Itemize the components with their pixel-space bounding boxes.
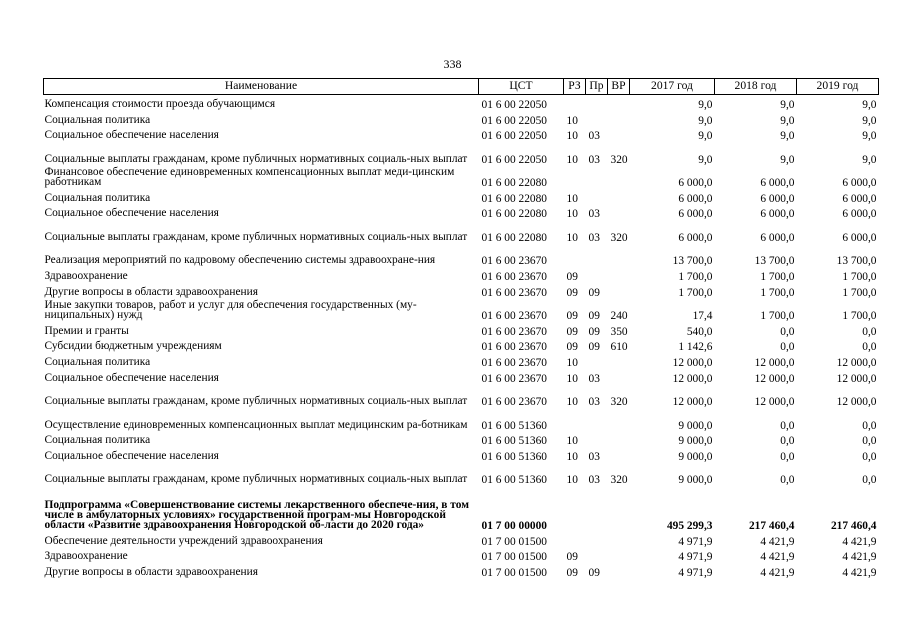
- cell-cst: 01 6 00 22050: [481, 130, 547, 142]
- cell-cst: 01 7 00 00000: [481, 520, 547, 532]
- cell-y2018: 9,0: [780, 130, 795, 142]
- cell-name: Социальная политика: [44, 191, 151, 204]
- table-row: [44, 204, 879, 220]
- cell-y2019: 0,0: [862, 435, 877, 447]
- cell-y2019: 4 421,9: [842, 567, 877, 579]
- cell-cst: 01 6 00 23670: [481, 396, 547, 408]
- cell-pr: [586, 353, 608, 369]
- cell-name: Премии и гранты: [44, 324, 129, 337]
- cell-vr: [608, 283, 630, 299]
- cell-y2019: 0,0: [862, 419, 877, 432]
- cell-y2017: 12 000,0: [672, 396, 713, 408]
- cell-y2019: 6 000,0: [842, 177, 877, 189]
- cell-rz: 10: [566, 153, 578, 166]
- cell-rz: 09: [566, 341, 578, 353]
- cell-cst: 01 6 00 23670: [481, 286, 547, 299]
- cell-y2019: 0,0: [862, 325, 877, 338]
- cell-vr: [608, 447, 630, 463]
- header-cst: ЦСТ: [479, 79, 564, 95]
- cell-name: Социальная политика: [44, 434, 151, 447]
- cell-vr: 320: [610, 396, 628, 408]
- cell-rz: 10: [566, 474, 578, 486]
- cell-pr: 03: [588, 474, 600, 486]
- cell-pr: [586, 189, 608, 205]
- cell-y2017: 495 299,3: [666, 520, 713, 532]
- cell-y2017: 9 000,0: [678, 435, 713, 447]
- cell-y2017: 6 000,0: [678, 192, 713, 205]
- cell-y2018: 217 460,4: [748, 520, 795, 532]
- header-2018: 2018 год: [715, 79, 797, 95]
- cell-y2018: 12 000,0: [754, 396, 795, 408]
- cell-y2017: 540,0: [686, 325, 713, 338]
- cell-y2019: 1 700,0: [842, 286, 877, 299]
- table-row: [44, 384, 879, 408]
- cell-y2017: 17,4: [692, 310, 713, 322]
- cell-cst: 01 6 00 23670: [481, 255, 547, 267]
- cell-y2017: 9,0: [698, 114, 713, 127]
- cell-y2019: 9,0: [862, 153, 877, 166]
- table-row: [44, 283, 879, 299]
- cell-vr: 320: [610, 153, 628, 166]
- cell-vr: [608, 486, 630, 532]
- cell-y2019: 6 000,0: [842, 208, 877, 220]
- cell-y2018: 0,0: [780, 341, 795, 353]
- cell-y2019: 4 421,9: [842, 551, 877, 563]
- cell-vr: 320: [610, 474, 628, 486]
- cell-y2018: 9,0: [780, 99, 795, 111]
- table-row: [44, 165, 879, 189]
- cell-rz: 10: [566, 114, 578, 127]
- page-number: 338: [443, 57, 462, 71]
- cell-y2019: 9,0: [862, 114, 877, 127]
- cell-y2018: 9,0: [780, 114, 795, 127]
- cell-y2017: 4 971,9: [678, 535, 713, 548]
- cell-rz: 09: [566, 310, 578, 322]
- cell-name: Финансовое обеспечение единовременных компенсационных выплат меди-цинским работникам: [44, 165, 455, 189]
- header-vr: ВР: [608, 79, 630, 95]
- cell-y2018: 4 421,9: [760, 551, 795, 563]
- cell-y2019: 9,0: [862, 130, 877, 142]
- cell-pr: 03: [588, 208, 600, 220]
- table-row: [44, 337, 879, 353]
- table-row: [44, 447, 879, 463]
- cell-y2018: 4 421,9: [760, 535, 795, 548]
- cell-cst: 01 6 00 22080: [481, 208, 547, 220]
- table-row: [44, 368, 879, 384]
- cell-y2019: 12 000,0: [836, 356, 877, 369]
- cell-y2018: 0,0: [780, 435, 795, 447]
- table-row: [44, 111, 879, 127]
- table-row: [44, 243, 879, 267]
- table-row: [44, 220, 879, 244]
- cell-name: Здравоохранение: [44, 550, 128, 563]
- cell-name: Социальное обеспечение населения: [44, 207, 219, 220]
- cell-cst: 01 6 00 22050: [481, 153, 547, 166]
- cell-pr: 03: [588, 396, 600, 408]
- cell-vr: [608, 353, 630, 369]
- header-2019: 2019 год: [797, 79, 879, 95]
- cell-y2019: 9,0: [862, 99, 877, 111]
- table-row: [44, 486, 879, 532]
- cell-y2018: 13 700,0: [754, 255, 795, 267]
- cell-pr: 09: [588, 341, 600, 353]
- cell-y2019: 0,0: [862, 341, 877, 353]
- table-row: [44, 267, 879, 283]
- cell-y2018: 6 000,0: [760, 177, 795, 189]
- cell-rz: 10: [566, 231, 578, 244]
- cell-name: Подпрограмма «Совершенствование системы лекарственного обеспече-ния, в том числе в амбулаторных условиях» государственной програм-мы Новгородской области «Развитие здравоохранения Новгородской об-ласти до 2020 года»: [44, 498, 469, 532]
- cell-pr: [586, 111, 608, 127]
- cell-cst: 01 7 00 01500: [481, 567, 547, 579]
- cell-y2018: 6 000,0: [760, 208, 795, 220]
- cell-y2017: 9,0: [698, 153, 713, 166]
- cell-name: Субсидии бюджетным учреждениям: [44, 340, 222, 353]
- cell-rz: [564, 408, 586, 432]
- cell-rz: [564, 532, 586, 548]
- cell-pr: [586, 95, 608, 111]
- cell-y2017: 1 142,6: [678, 341, 713, 353]
- cell-y2017: 6 000,0: [678, 177, 713, 189]
- cell-y2018: 1 700,0: [760, 271, 795, 283]
- cell-y2018: 12 000,0: [754, 356, 795, 369]
- cell-pr: [586, 408, 608, 432]
- header-rz: РЗ: [564, 79, 586, 95]
- cell-rz: 10: [566, 396, 578, 408]
- cell-y2018: 1 700,0: [760, 310, 795, 322]
- cell-vr: [608, 368, 630, 384]
- cell-vr: 240: [610, 310, 628, 322]
- cell-vr: [608, 431, 630, 447]
- cell-y2017: 9,0: [698, 130, 713, 142]
- cell-y2018: 1 700,0: [760, 286, 795, 299]
- cell-y2018: 6 000,0: [760, 192, 795, 205]
- cell-y2018: 12 000,0: [754, 372, 795, 385]
- cell-cst: 01 6 00 23670: [481, 372, 547, 385]
- table-row: [44, 547, 879, 563]
- cell-y2019: 6 000,0: [842, 192, 877, 205]
- table-row: [44, 431, 879, 447]
- cell-pr: 03: [588, 231, 600, 244]
- cell-y2018: 0,0: [780, 419, 795, 432]
- cell-name: Социальное обеспечение населения: [44, 129, 219, 142]
- budget-table: [43, 78, 879, 579]
- table-row: [44, 563, 879, 579]
- cell-pr: 03: [588, 450, 600, 463]
- cell-pr: [586, 486, 608, 532]
- table-row: [44, 532, 879, 548]
- cell-y2019: 4 421,9: [842, 535, 877, 548]
- cell-name: Социальные выплаты гражданам, кроме публичных нормативных социаль-ных выплат: [44, 395, 468, 408]
- cell-vr: [608, 267, 630, 283]
- cell-name: Социальные выплаты гражданам, кроме публичных нормативных социаль-ных выплат: [44, 152, 468, 165]
- cell-cst: 01 6 00 22080: [481, 192, 547, 205]
- cell-rz: 10: [566, 356, 578, 369]
- cell-name: Другие вопросы в области здравоохранения: [44, 566, 258, 578]
- cell-y2018: 0,0: [780, 474, 795, 486]
- cell-y2018: 0,0: [780, 325, 795, 338]
- cell-name: Социальная политика: [44, 113, 151, 126]
- cell-y2018: 4 421,9: [760, 567, 795, 579]
- cell-rz: 10: [566, 192, 578, 205]
- cell-y2017: 12 000,0: [672, 356, 713, 369]
- table-row: [44, 462, 879, 486]
- cell-y2017: 9,0: [698, 99, 713, 111]
- cell-y2017: 4 971,9: [678, 551, 713, 563]
- cell-vr: [608, 547, 630, 563]
- cell-vr: [608, 111, 630, 127]
- table-row: [44, 353, 879, 369]
- table-row: [44, 298, 879, 322]
- cell-cst: 01 6 00 22050: [481, 99, 547, 111]
- cell-vr: [608, 189, 630, 205]
- cell-rz: [564, 95, 586, 111]
- cell-name: Социальные выплаты гражданам, кроме публичных нормативных социаль-ных выплат: [44, 230, 468, 243]
- cell-cst: 01 6 00 22080: [481, 231, 547, 244]
- cell-name: Другие вопросы в области здравоохранения: [44, 285, 258, 298]
- table-row: [44, 322, 879, 338]
- cell-y2017: 1 700,0: [678, 286, 713, 299]
- cell-y2017: 9 000,0: [678, 474, 713, 486]
- cell-cst: 01 6 00 23670: [481, 341, 547, 353]
- cell-vr: 350: [610, 325, 628, 338]
- cell-cst: 01 6 00 22050: [481, 114, 547, 127]
- cell-y2019: 12 000,0: [836, 372, 877, 385]
- cell-rz: 10: [566, 372, 578, 385]
- cell-pr: [586, 267, 608, 283]
- cell-y2019: 6 000,0: [842, 231, 877, 244]
- cell-y2019: 217 460,4: [830, 520, 877, 532]
- cell-rz: [564, 243, 586, 267]
- cell-rz: 09: [566, 551, 578, 563]
- table-row: [44, 408, 879, 432]
- cell-y2018: 9,0: [780, 153, 795, 166]
- cell-cst: 01 6 00 23670: [481, 356, 547, 369]
- cell-vr: [608, 95, 630, 111]
- cell-y2017: 6 000,0: [678, 208, 713, 220]
- cell-pr: [586, 243, 608, 267]
- cell-y2019: 0,0: [862, 450, 877, 463]
- cell-rz: 10: [566, 450, 578, 463]
- cell-pr: [586, 431, 608, 447]
- cell-cst: 01 7 00 01500: [481, 551, 547, 563]
- cell-y2017: 9 000,0: [678, 450, 713, 463]
- cell-rz: 10: [566, 208, 578, 220]
- cell-pr: [586, 165, 608, 189]
- cell-y2019: 1 700,0: [842, 271, 877, 283]
- cell-y2018: 6 000,0: [760, 231, 795, 244]
- cell-name: Социальное обеспечение населения: [44, 371, 219, 384]
- cell-vr: [608, 532, 630, 548]
- cell-name: Компенсация стоимости проезда обучающимся: [44, 98, 276, 111]
- cell-vr: [608, 204, 630, 220]
- cell-vr: [608, 408, 630, 432]
- cell-cst: 01 6 00 51360: [481, 419, 547, 432]
- cell-rz: 09: [566, 271, 578, 283]
- table-row: [44, 189, 879, 205]
- header-2017: 2017 год: [630, 79, 715, 95]
- cell-rz: 09: [566, 567, 578, 579]
- cell-vr: [608, 563, 630, 579]
- cell-name: Социальная политика: [44, 355, 151, 368]
- cell-y2017: 12 000,0: [672, 372, 713, 385]
- cell-rz: 09: [566, 286, 578, 299]
- cell-pr: [586, 547, 608, 563]
- cell-cst: 01 6 00 23670: [481, 325, 547, 338]
- cell-name: Иные закупки товаров, работ и услуг для обеспечения государственных (му-ниципальных) нужд: [44, 298, 417, 322]
- cell-name: Здравоохранение: [44, 270, 128, 283]
- cell-vr: 320: [610, 231, 628, 244]
- cell-rz: 09: [566, 325, 578, 338]
- cell-name: Социальное обеспечение населения: [44, 449, 219, 462]
- cell-pr: 09: [588, 310, 600, 322]
- table-row: [44, 126, 879, 142]
- cell-y2017: 4 971,9: [678, 567, 713, 579]
- cell-y2017: 1 700,0: [678, 271, 713, 283]
- cell-y2017: 13 700,0: [672, 255, 713, 267]
- cell-y2019: 12 000,0: [836, 396, 877, 408]
- cell-y2019: 13 700,0: [836, 255, 877, 267]
- cell-rz: [564, 486, 586, 532]
- cell-name: Обеспечение деятельности учреждений здравоохранения: [44, 534, 323, 547]
- cell-y2019: 1 700,0: [842, 310, 877, 322]
- cell-y2017: 6 000,0: [678, 231, 713, 244]
- table-row: [44, 142, 879, 166]
- table-body: [44, 95, 879, 579]
- cell-cst: 01 6 00 51360: [481, 435, 547, 447]
- cell-cst: 01 6 00 51360: [481, 474, 547, 486]
- cell-pr: 09: [588, 325, 600, 338]
- cell-pr: 03: [588, 372, 600, 385]
- cell-cst: 01 6 00 51360: [481, 450, 547, 463]
- table-row: [44, 95, 879, 111]
- cell-name: Осуществление единовременных компенсационных выплат медицинским ра-ботникам: [44, 418, 468, 431]
- cell-cst: 01 7 00 01500: [481, 535, 547, 548]
- cell-cst: 01 6 00 23670: [481, 310, 547, 322]
- cell-y2018: 0,0: [780, 450, 795, 463]
- cell-vr: 610: [610, 341, 628, 353]
- header-name: Наименование: [44, 79, 479, 95]
- cell-pr: 03: [588, 130, 600, 142]
- cell-y2019: 0,0: [862, 474, 877, 486]
- cell-vr: [608, 165, 630, 189]
- cell-pr: [586, 532, 608, 548]
- cell-vr: [608, 126, 630, 142]
- cell-rz: [564, 165, 586, 189]
- header-pr: Пр: [586, 79, 608, 95]
- cell-cst: 01 6 00 22080: [481, 177, 547, 189]
- cell-name: Социальные выплаты гражданам, кроме публичных нормативных социаль-ных выплат: [44, 473, 468, 486]
- cell-pr: 09: [588, 286, 600, 299]
- cell-cst: 01 6 00 23670: [481, 271, 547, 283]
- table-header: [44, 79, 879, 95]
- cell-rz: 10: [566, 435, 578, 447]
- cell-pr: 09: [588, 567, 600, 579]
- cell-vr: [608, 243, 630, 267]
- cell-y2017: 9 000,0: [678, 419, 713, 432]
- cell-pr: 03: [588, 153, 600, 166]
- cell-rz: 10: [566, 130, 578, 142]
- cell-name: Реализация мероприятий по кадровому обеспечению системы здравоохране-ния: [44, 254, 436, 267]
